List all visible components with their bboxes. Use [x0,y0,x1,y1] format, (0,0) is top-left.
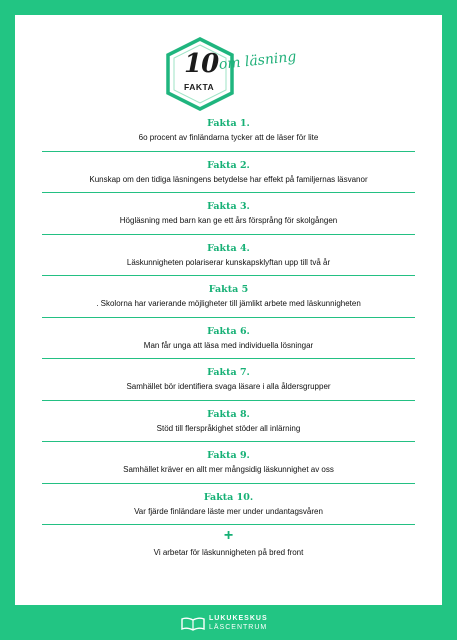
fact-text: Kunskap om den tidiga läsningens betydelse har effekt på familjernas läsvanor [89,174,368,184]
fact-item-8 [42,409,415,451]
fact-text: . Skolorna har varierande möjligheter till jämlikt arbete med läskunnigheten [96,299,361,308]
fact-title: Fakta 7. [207,367,250,378]
fact-title: Fakta 3. [207,201,250,212]
divider [42,400,415,401]
fact-item-5 [42,284,415,326]
divider [42,275,415,276]
divider [42,524,415,525]
fact-item-6 [42,326,415,368]
fact-title: Fakta 2. [207,159,250,171]
divider [42,192,415,193]
fact-item-2 [42,160,415,202]
fact-item-3 [42,201,415,243]
divider [42,358,415,359]
footer-line-1: LUKUKESKUS [209,615,268,622]
fact-item-1 [42,118,415,160]
logo-number: 10 [184,49,219,79]
divider [42,317,415,318]
fact-item-9 [42,450,415,492]
fact-sheet-card [15,15,442,605]
logo-script-text: om läsning [218,48,298,73]
fact-title: Fakta 1. [207,118,250,129]
fact-title: Fakta 6. [207,325,250,337]
divider [42,234,415,235]
divider [42,441,415,442]
header-logo [162,35,312,115]
fact-title: Fakta 9. [207,450,250,461]
logo-fakta-label: FAKTA [184,82,215,92]
plus-icon: + [223,527,234,544]
open-book-icon [180,616,206,632]
fact-text: Stöd till flerspråkighet stöder all inlärning [156,423,301,433]
fact-title: Fakta 4. [207,242,250,254]
divider [42,483,415,484]
footer-logo [180,612,290,634]
fact-item-7 [42,367,415,409]
extra-text: Vi arbetar för läskunnigheten på bred front [153,548,304,557]
fact-text: Läskunnigheten polariserar kunskapsklyftan upp till två år [126,257,331,267]
fact-text: 6o procent av finländarna tycker att de läser för lite [138,133,319,142]
divider [42,151,415,152]
footer-line-2: LÄSCENTRUM [209,624,268,631]
fact-title: Fakta 10. [203,491,254,503]
fact-title: Fakta 8. [207,408,250,420]
fact-text: Samhället kräver en allt mer mångsidig läskunnighet av oss [123,465,334,474]
fact-text: Man får unga att läsa med individuella lösningar [143,340,314,350]
fact-item-4 [42,243,415,285]
extra-item [42,527,415,573]
fact-title: Fakta 5 [208,284,249,295]
fact-text: Var fjärde finländare läste mer under undantagsvåren [134,506,323,516]
fact-text: Samhället bör identifiera svaga läsare i alla åldersgrupper [126,382,331,391]
fact-text: Högläsning med barn kan ge ett års försprång för skolgången [119,216,338,225]
facts-list [42,118,415,573]
